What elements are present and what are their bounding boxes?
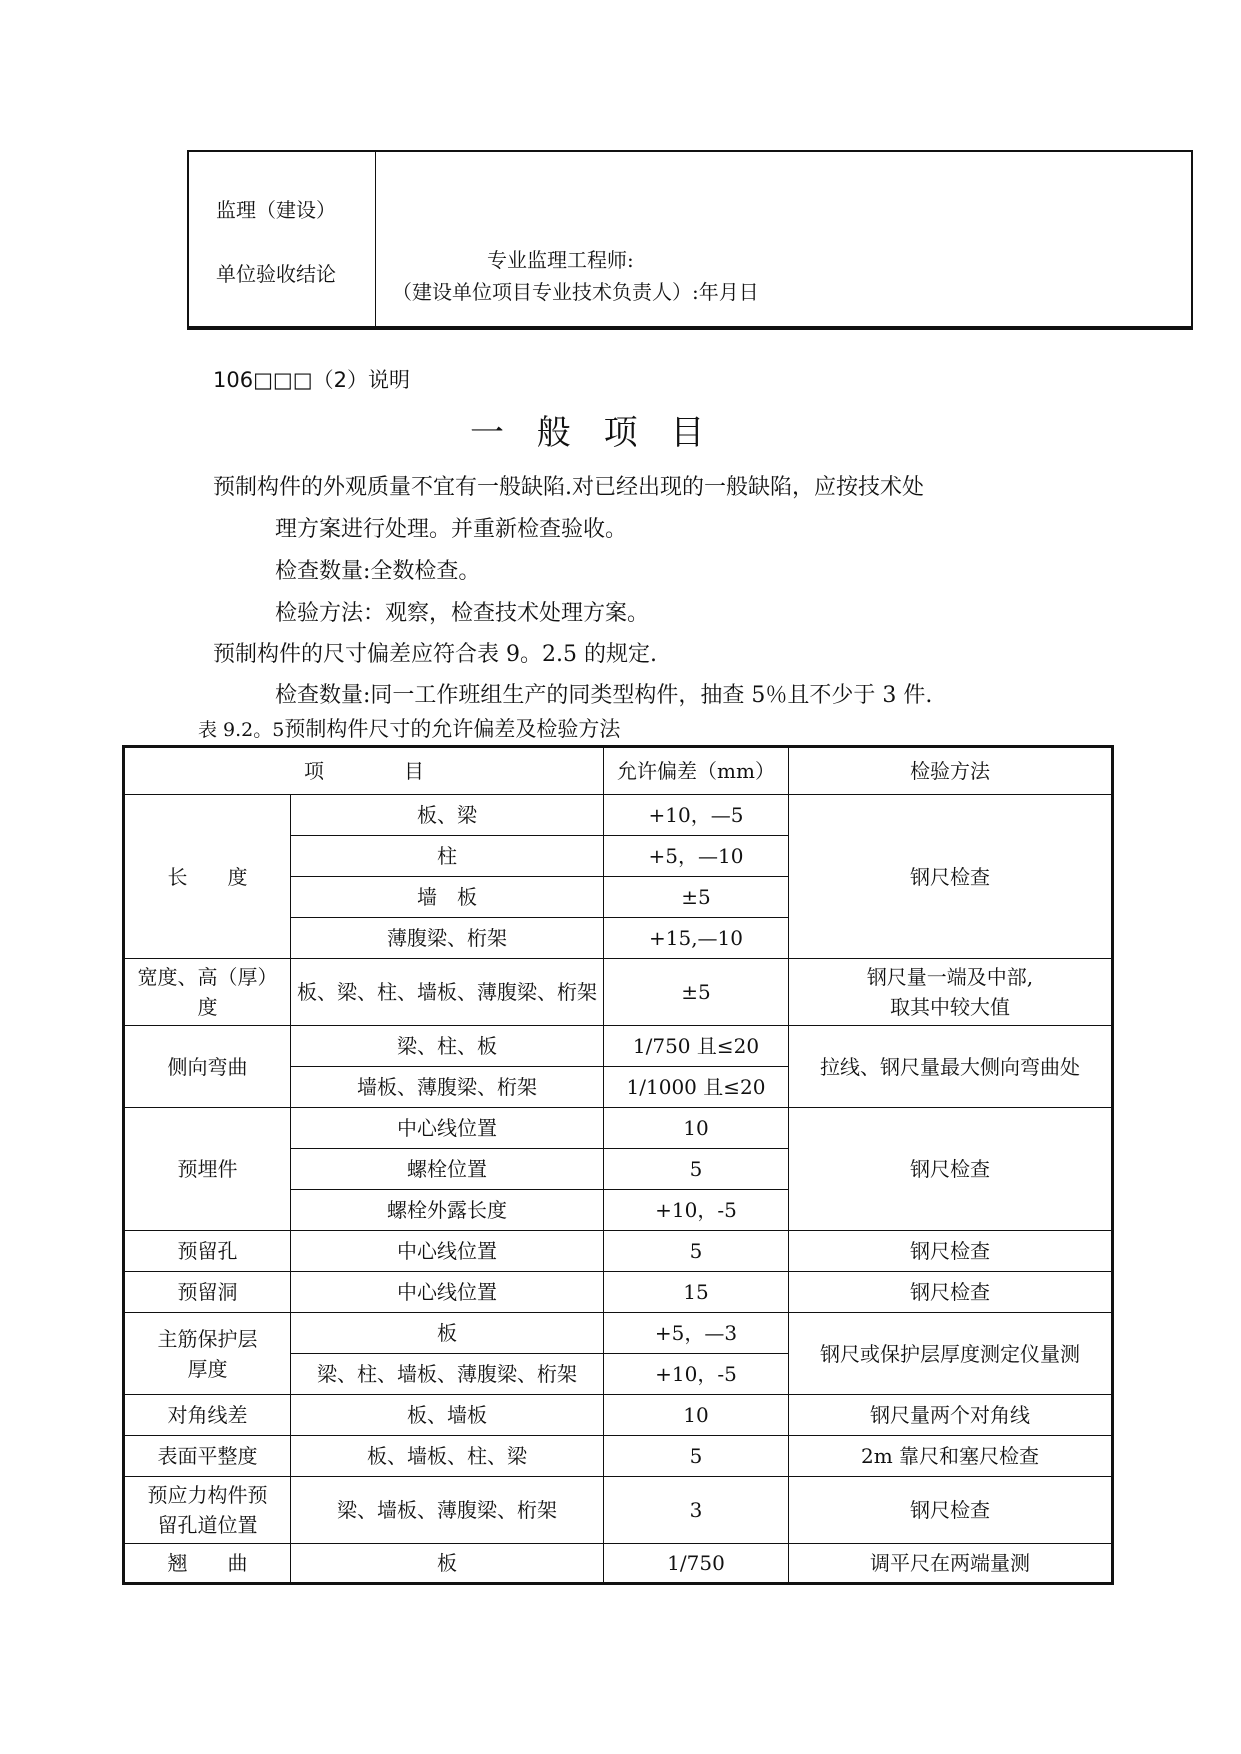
item-category-cell: 预应力构件预 留孔道位置 xyxy=(124,1477,291,1544)
tolerance-table-body xyxy=(124,747,1113,1584)
tolerance-cell: 3 xyxy=(604,1477,789,1544)
tolerance-table xyxy=(122,745,1114,1585)
header-method: 检验方法 xyxy=(789,747,1113,795)
table-caption-number: 表 9.2。5 xyxy=(198,719,285,741)
method-cell: 调平尺在两端量测 xyxy=(789,1544,1113,1584)
table-row xyxy=(124,1544,1113,1584)
acceptance-label-line2: 单位验收结论 xyxy=(216,262,336,286)
supervisor-signature-label: 专业监理工程师: xyxy=(487,248,634,272)
table-row xyxy=(124,1108,1113,1149)
method-cell: 钢尺量两个对角线 xyxy=(789,1395,1113,1436)
table-row xyxy=(124,1026,1113,1067)
method-cell: 拉线、钢尺量最大侧向弯曲处 xyxy=(789,1026,1113,1108)
tolerance-cell: 5 xyxy=(604,1231,789,1272)
table-row xyxy=(124,1272,1113,1313)
item-sub-cell: 板 xyxy=(291,1544,604,1584)
section-reference: 106□□□（2）说明 xyxy=(213,368,410,392)
item-sub-cell: 板、梁、柱、墙板、薄腹梁、桁架 xyxy=(291,959,604,1026)
tolerance-cell: 10 xyxy=(604,1108,789,1149)
tolerance-cell: 5 xyxy=(604,1149,789,1190)
header-tolerance: 允许偏差（mm） xyxy=(604,747,789,795)
item-sub-cell: 薄腹梁、桁架 xyxy=(291,918,604,959)
item-category-cell: 主筋保护层 厚度 xyxy=(124,1313,291,1395)
item-category-cell: 对角线差 xyxy=(124,1395,291,1436)
item-sub-cell: 梁、柱、板 xyxy=(291,1026,604,1067)
item-sub-cell: 柱 xyxy=(291,836,604,877)
tolerance-cell: +10，-5 xyxy=(604,1354,789,1395)
item-sub-cell: 中心线位置 xyxy=(291,1108,604,1149)
item-sub-cell: 板、墙板 xyxy=(291,1395,604,1436)
table-row xyxy=(124,959,1113,1026)
para2-inspection-quantity: 检查数量:同一工作班组生产的同类型构件，抽查 5％且不少于 3 件. xyxy=(275,683,933,708)
tolerance-cell: ±5 xyxy=(604,877,789,918)
tolerance-cell: +15,—10 xyxy=(604,918,789,959)
item-category-cell: 翘 曲 xyxy=(124,1544,291,1584)
page-heading: 一 般 项 目 xyxy=(470,413,705,453)
tolerance-cell: 1/1000 且≤20 xyxy=(604,1067,789,1108)
item-category-cell: 预留孔 xyxy=(124,1231,291,1272)
owner-signature-label: （建设单位项目专业技术负责人）:年月日 xyxy=(392,280,759,304)
tolerance-cell: 15 xyxy=(604,1272,789,1313)
table-header-row xyxy=(124,747,1113,795)
tolerance-cell: 5 xyxy=(604,1436,789,1477)
para1-line1: 预制构件的外观质量不宜有一般缺陷.对已经出现的一般缺陷，应按技术处 xyxy=(213,475,924,500)
method-cell: 钢尺或保护层厚度测定仪量测 xyxy=(789,1313,1113,1395)
acceptance-box xyxy=(187,150,1193,330)
item-category-cell: 预留洞 xyxy=(124,1272,291,1313)
item-category-cell: 侧向弯曲 xyxy=(124,1026,291,1108)
table-caption xyxy=(198,713,620,743)
method-cell: 钢尺检查 xyxy=(789,1108,1113,1231)
acceptance-label-line1: 监理（建设） xyxy=(216,198,336,222)
method-cell: 钢尺检查 xyxy=(789,1272,1113,1313)
tolerance-cell: 1/750 xyxy=(604,1544,789,1584)
item-sub-cell: 墙 板 xyxy=(291,877,604,918)
item-category-cell: 表面平整度 xyxy=(124,1436,291,1477)
method-cell: 钢尺检查 xyxy=(789,1477,1113,1544)
method-cell: 钢尺检查 xyxy=(789,1231,1113,1272)
item-category-cell: 预埋件 xyxy=(124,1108,291,1231)
item-category-cell: 长 度 xyxy=(124,795,291,959)
para1-inspection-method: 检验方法：观察，检查技术处理方案。 xyxy=(275,601,650,626)
tolerance-cell: 10 xyxy=(604,1395,789,1436)
method-cell: 钢尺量一端及中部, 取其中较大值 xyxy=(789,959,1113,1026)
item-sub-cell: 中心线位置 xyxy=(291,1272,604,1313)
table-row xyxy=(124,1477,1113,1544)
table-row xyxy=(124,1436,1113,1477)
para2-line1: 预制构件的尺寸偏差应符合表 9。2.5 的规定. xyxy=(213,642,657,667)
item-sub-cell: 板、墙板、柱、梁 xyxy=(291,1436,604,1477)
table-row xyxy=(124,795,1113,836)
item-sub-cell: 板、梁 xyxy=(291,795,604,836)
table-row xyxy=(124,1231,1113,1272)
table-row xyxy=(124,1395,1113,1436)
item-sub-cell: 梁、柱、墙板、薄腹梁、桁架 xyxy=(291,1354,604,1395)
item-sub-cell: 中心线位置 xyxy=(291,1231,604,1272)
tolerance-cell: +5，—10 xyxy=(604,836,789,877)
header-item: 项 目 xyxy=(124,747,604,795)
para1-line2: 理方案进行处理。并重新检查验收。 xyxy=(275,517,628,542)
item-sub-cell: 螺栓位置 xyxy=(291,1149,604,1190)
tolerance-cell: +10，-5 xyxy=(604,1190,789,1231)
tolerance-cell: +5，—3 xyxy=(604,1313,789,1354)
para1-inspection-quantity: 检查数量:全数检查。 xyxy=(275,559,481,584)
item-sub-cell: 板 xyxy=(291,1313,604,1354)
acceptance-box-divider xyxy=(375,152,376,326)
tolerance-cell: +10，—5 xyxy=(604,795,789,836)
table-row xyxy=(124,1313,1113,1354)
method-cell: 钢尺检查 xyxy=(789,795,1113,959)
item-sub-cell: 螺栓外露长度 xyxy=(291,1190,604,1231)
tolerance-cell: 1/750 且≤20 xyxy=(604,1026,789,1067)
item-sub-cell: 墙板、薄腹梁、桁架 xyxy=(291,1067,604,1108)
tolerance-cell: ±5 xyxy=(604,959,789,1026)
method-cell: 2m 靠尺和塞尺检查 xyxy=(789,1436,1113,1477)
item-sub-cell: 梁、墙板、薄腹梁、桁架 xyxy=(291,1477,604,1544)
table-caption-title: 预制构件尺寸的允许偏差及检验方法 xyxy=(284,717,621,741)
item-category-cell: 宽度、高（厚）度 xyxy=(124,959,291,1026)
